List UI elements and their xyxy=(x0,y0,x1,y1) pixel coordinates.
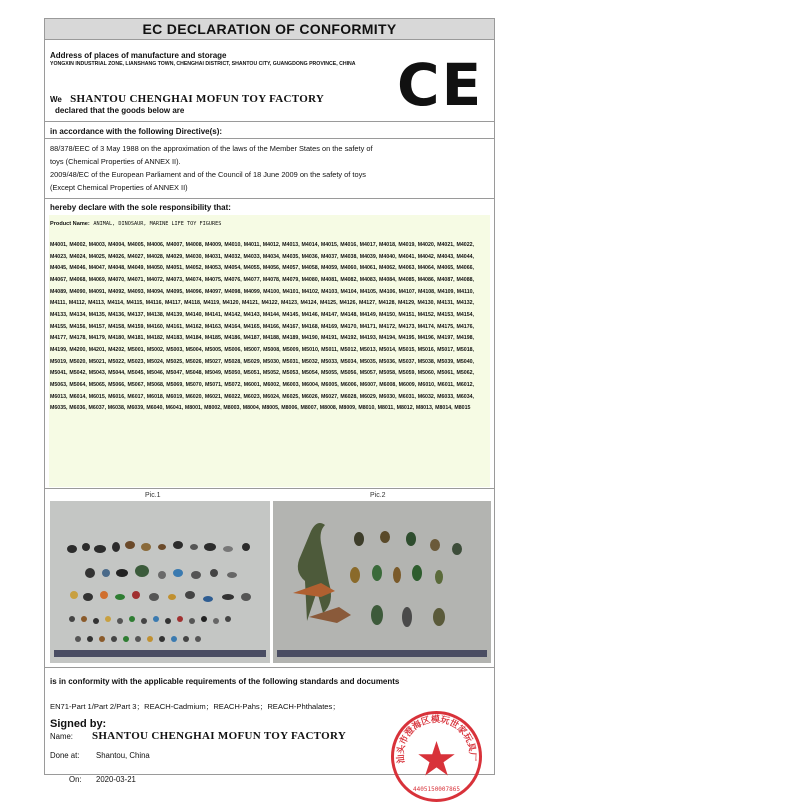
document-title: EC DECLARATION OF CONFORMITY xyxy=(45,19,494,40)
declaration-heading: hereby declare with the sole responsibility that: xyxy=(50,203,231,212)
seal-number: 4405150007865 xyxy=(413,786,460,793)
signed-by-heading: Signed by: xyxy=(50,718,107,730)
name-label: Name: xyxy=(50,732,73,741)
we-label: We xyxy=(50,95,62,104)
standards-list: EN71-Part 1/Part 2/Part 3；REACH-Cadmium；REACH-Pahs；REACH-Phthalates； xyxy=(50,702,340,711)
address-text: YONGXIN INDUSTRIAL ZONE, LIANSHANG TOWN, CHENGHAI DISTRICT, SHANTOU CITY, GUANGDONG PROVINCE, CHINA xyxy=(50,61,356,67)
pic2-label: Pic.2 xyxy=(370,492,386,499)
conformity-heading: is in conformity with the applicable requirements of the following standards and documents xyxy=(50,677,400,686)
directive-line: 88/378/EEC of 3 May 1988 on the approximation of the laws of the Member States on the safety of xyxy=(50,144,373,153)
directive-line: toys (Chemical Properties of ANNEX II). xyxy=(50,157,181,166)
address-label: Address of places of manufacture and storage xyxy=(50,51,227,60)
pic1-label: Pic.1 xyxy=(145,492,161,499)
dinosaur-figures-photo-illustration xyxy=(273,501,491,663)
item-codes-list: M4001, M4002, M4003, M4004, M4005, M4006, M4007, M4008, M4009, M4010, M4011, M4012, M4013, M4014, M4015, M4016, M4017, M4018, M4019, M4020, M4021, M4022, M4023, M4024, M4025, M4026, M4027, M4028, M4029, M4030, M4031, M4032, M4033, M4034, M4035, M4036, M4037, M4038, M4039, M4040, M4041, M4042, M4043, M4044, M4045, M4046, M4047, M4048, M4049, M4050, M4051, M4052, M4053, M4054, M4055, M4056, M4057, M4058, M4059, M4060, M4061, M4062, M4063, M4064, M4065, M4066, M4067, M4068, M4069, M4070, M4071, M4072, M4073, M4074, M4075, M4076, M4077, M4078, M4079, M4080, M4081, M4082, M4083, M4084, M4085, M4086, M4087, M4088, M4089, M4090, M4091, M4092, M4093, M4094, M4095, M4096, M4097, M4098, M4099, M4100, M4101, M4102, M4103, M4104, M4105, M4106, M4107, M4108, M4109, M4110, M4111, M4112, M4113, M4114, M4115, M4116, M4117, M4118, M4119, M4120, M4121, M4122, M4123, M4124, M4125, M4126, M4127, M4128, M4129, M4130, M4131, M4132, M4133, M4134, M4135, M4136, M4137, M4138, M4139, M4140, M4141, M4142, M4143, M4144, M4145, M4146, M4147, M4148, M4149, M4150, M4151, M4152, M4153, M4154, M4155, M4156, M4157, M4158, M4159, M4160, M4161, M4162, M4163, M4164, M4165, M4166, M4167, M4168, M4169, M4170, M4171, M4172, M4173, M4174, M4175, M4176, M4177, M4178, M4179, M4180, M4181, M4182, M4183, M4184, M4185, M4186, M4187, M4188, M4189, M4190, M4191, M4192, M4193, M4194, M4195, M4196, M4197, M4198, M4199, M4200, M4201, M4202, M5001, M5002, M5003, M5004, M5005, M5006, M5007, M5008, M5009, M5010, M5011, M5012, M5013, M5014, M5015, M5016, M5017, M5018, M5019, M5020, M5021, M5022, M5023, M5024, M5025, M5026, M5027, M5028, M5029, M5030, M5031, M5032, M5033, M5034, M5035, M5036, M5037, M5038, M5039, M5040, M5041, M5042, M5043, M5044, M5045, M5046, M5047, M5048, M5049, M5050, M5051, M5052, M5053, M5054, M5055, M5056, M5057, M5058, M5059, M5060, M5061, M5062, M5063, M5064, M5065, M5066, M5067, M5068, M5069, M5070, M5071, M5072, M6001, M6002, M6003, M6004, M6005, M6006, M6007, M6008, M6009, M6010, M6011, M6012, M6013, M6014, M6015, M6016, M6017, M6018, M6019, M6020, M6021, M6022, M6023, M6024, M6025, M6026, M6027, M6028, M6029, M6030, M6031, M6032, M6033, M6034, M6035, M6036, M6037, M6038, M6039, M6040, M6041, M8001, M8002, M8003, M8004, M8005, M8006, M8007, M8008, M8009, M8010, M8011, M8012, M8013, M8014, M8015 xyxy=(50,242,474,412)
date-value: 2020-03-21 xyxy=(96,775,136,784)
divider xyxy=(45,667,494,668)
signer-company: SHANTOU CHENGHAI MOFUN TOY FACTORY xyxy=(92,730,347,742)
declared-text: declared that the goods below are xyxy=(55,106,185,115)
declarant-company: SHANTOU CHENGHAI MOFUN TOY FACTORY xyxy=(70,93,325,105)
dinosaur-figures-photo xyxy=(273,501,491,663)
directives-list xyxy=(50,142,490,194)
company-seal-stamp xyxy=(389,709,484,804)
date-label: On: xyxy=(69,775,82,784)
animal-figures-photo xyxy=(50,501,270,663)
ce-mark-logo: CE xyxy=(397,51,484,119)
animal-figures-photo-illustration xyxy=(50,501,270,663)
divider xyxy=(45,121,494,122)
product-name-label: Product Name: xyxy=(50,221,90,227)
seal-star-icon xyxy=(418,741,454,776)
seal-graphic xyxy=(389,709,484,804)
product-name-line xyxy=(50,221,221,227)
divider xyxy=(45,138,494,139)
product-name-value: ANIMAL, DINOSAUR, MARINE LIFE TOY FIGURES xyxy=(93,221,222,227)
directives-heading: in accordance with the following Directive(s): xyxy=(50,127,223,136)
divider xyxy=(45,488,494,489)
declaration-document xyxy=(44,18,495,793)
declarant-line xyxy=(50,93,324,105)
directive-line: 2009/48/EC of the European Parliament and of the Council of 18 June 2009 on the safety of toys xyxy=(50,170,366,179)
directive-line: (Except Chemical Properties of ANNEX II) xyxy=(50,183,188,192)
done-at-value: Shantou, China xyxy=(96,751,150,760)
divider xyxy=(45,198,494,199)
seal-text: 汕头市澄海区模玩世家玩具厂 xyxy=(396,715,477,764)
done-at-label: Done at: xyxy=(50,751,80,760)
